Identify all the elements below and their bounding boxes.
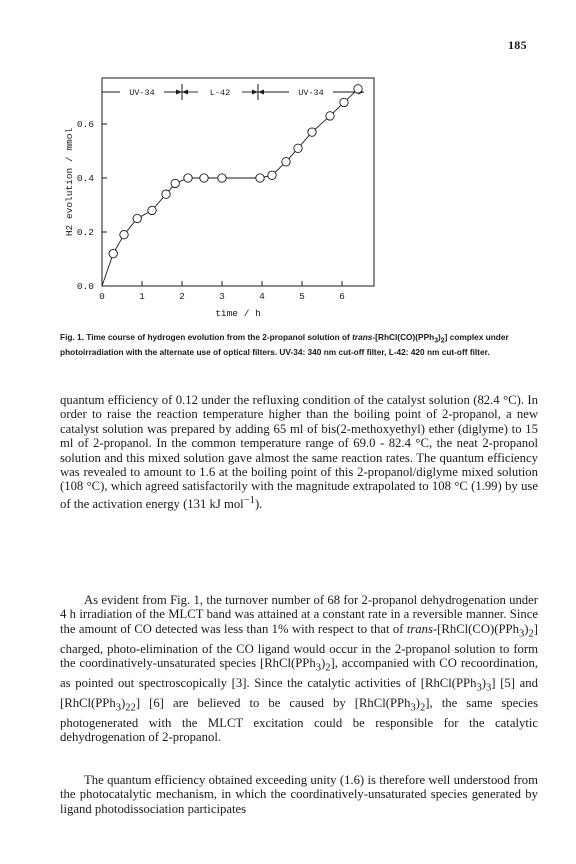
paragraph-2-e2: ) (121, 696, 126, 711)
x-tick-label: 5 (299, 291, 305, 302)
phase-arrowhead (176, 90, 182, 95)
sub-3: 3 (518, 628, 525, 640)
data-point (200, 174, 208, 182)
sub-2: 2 (528, 628, 534, 640)
paragraph-3: The quantum efficiency obtained exceeding unity (1.6) is therefore well understood from the photocatalytic mechanism, in which the coordinatively-unsaturated species generated by ligand photodissociation participates (60, 773, 538, 816)
paragraph-2-c2: ) (320, 656, 326, 671)
sub-3: 3 (410, 702, 416, 714)
paragraph-2-c: ] charged, photo-elimination of the CO ligand would occur in the 2-propanol solution to form the coordinatively-unsaturated species [RhCl(PPh (60, 621, 538, 671)
sub-2: 2 (325, 662, 331, 674)
y-tick-label: 0.0 (76, 281, 94, 292)
phase-label: UV-34 (298, 88, 324, 98)
series-line (102, 89, 358, 286)
data-point (171, 179, 179, 187)
y-tick-label: 0.4 (76, 173, 94, 184)
sub-3: 3 (315, 662, 321, 674)
data-point (184, 174, 192, 182)
data-point (109, 249, 117, 257)
caption-text-em: trans (352, 332, 373, 342)
caption-text-a: Time course of hydrogen evolution from the 2-propanol solution of (86, 332, 350, 342)
paragraph-2 (60, 593, 538, 745)
paragraph-2-d: ], accompanied with CO recoordination, as pointed out spectroscopically [3]. Since the catalytic activities of [RhCl(PPh (60, 656, 538, 691)
data-point (218, 174, 226, 182)
paragraph-2-g: ], the same species photogenerated with the MLCT excitation could be responsible for the catalytic dehydrogenation of 2-propanol. (60, 696, 539, 745)
paragraph-2-b2: ) (524, 621, 529, 636)
data-point (294, 144, 302, 152)
phase-label: L-42 (209, 88, 231, 98)
data-point (268, 171, 276, 179)
phase-2 (258, 88, 364, 98)
paragraph-1-end: ). (254, 497, 263, 512)
paragraph-2-f: ] [6] are believed to be caused by [RhCl(PPh (135, 696, 411, 711)
paragraph-1-text: quantum efficiency of 0.12 under the refluxing condition of the catalyst solution (82.4 °C). In order to raise the reaction temperature higher than the boiling point of 2-propanol, a new catalyst solution was prepared by adding 65 ml of bis(2-methoxyethyl) ether (diglyme) to 15 ml of 2-propanol. In the common temperature range of 69.0 - 82.4 °C, the neat 2-propanol solution and this mixed solution gave almost the same reaction rates. The quantum efficiency was revealed to amount to 1.6 at the boiling point of this 2-propanol/diglyme mixed solution (108 °C), which agreed satisfactorily with the magnitude extrapolated to 108 °C (1.99) by use of the activation energy (131 kJ mol (60, 393, 538, 512)
phase-1 (182, 88, 258, 98)
page-number: 185 (508, 38, 527, 52)
phase-indicators (102, 84, 364, 100)
data-point (326, 112, 334, 120)
paragraph-2-a: As evident from Fig. 1, the turnover number of 68 for 2-propanol dehydrogenation under 4 h irradiation of the MLCT band was attained at a constant rate in a reversible manner. Since the amount of CO detected was less than 1% with respect to that of (60, 593, 538, 636)
caption-text-c: ) (438, 332, 441, 342)
data-point (148, 206, 156, 214)
sub-2: 2 (125, 702, 131, 714)
x-tick-label: 0 (99, 291, 105, 302)
x-tick-label: 3 (219, 291, 225, 302)
y-tick-label: 0.2 (76, 227, 94, 238)
phase-label: UV-34 (129, 88, 155, 98)
data-point (120, 231, 128, 239)
data-point (162, 190, 170, 198)
data-points (109, 85, 362, 258)
data-point (308, 128, 316, 136)
axis-ticks (77, 119, 345, 302)
y-tick-label: 0.6 (76, 119, 94, 130)
paragraph-1-sup: −1 (243, 494, 255, 506)
paragraph-2-e: ] [5] and [RhCl(PPh (60, 676, 538, 711)
x-tick-label: 1 (139, 291, 145, 302)
paragraph-2-b: -[RhCl(CO)(PPh (432, 621, 519, 636)
paragraph-2-d2: ) (481, 676, 486, 691)
caption-sub-3: 3 (434, 337, 439, 345)
caption-text-d: ] complex under photoirradiation with the alternate use of optical filters. UV-34: 340 nm cut-off filter, L-42: 420 nm cut-off filter. (60, 332, 509, 358)
paragraph-2-em: trans (406, 621, 433, 636)
sub-3: 3 (476, 682, 482, 694)
plot-frame (102, 78, 374, 286)
caption-text-b: -[RhCl(CO)(PPh (372, 332, 435, 342)
caption-label: Fig. 1. (60, 332, 84, 342)
x-tick-label: 2 (179, 291, 185, 302)
sub-3: 3 (485, 682, 492, 694)
figure-caption (60, 332, 532, 359)
paragraph-2-f2: ) (415, 696, 420, 711)
phase-0 (102, 88, 182, 98)
data-point (133, 214, 141, 222)
phase-arrowhead (252, 90, 258, 95)
sub-2: 2 (419, 702, 426, 714)
x-tick-label: 6 (339, 291, 345, 302)
phase-arrowhead (258, 90, 264, 95)
data-point (256, 174, 264, 182)
paragraph-1 (60, 393, 538, 511)
x-tick-label: 4 (259, 291, 265, 302)
sub-2: 2 (130, 702, 136, 714)
y-axis-label: H2 evolution / mmol (64, 127, 75, 237)
data-point (282, 158, 290, 166)
phase-arrowhead (182, 90, 188, 95)
data-point (354, 85, 362, 93)
caption-sub-2: 2 (440, 337, 445, 345)
figure-time-course-chart (0, 0, 576, 330)
sub-3: 3 (115, 702, 121, 714)
data-point (340, 98, 348, 106)
x-axis-label: time / h (215, 308, 261, 319)
